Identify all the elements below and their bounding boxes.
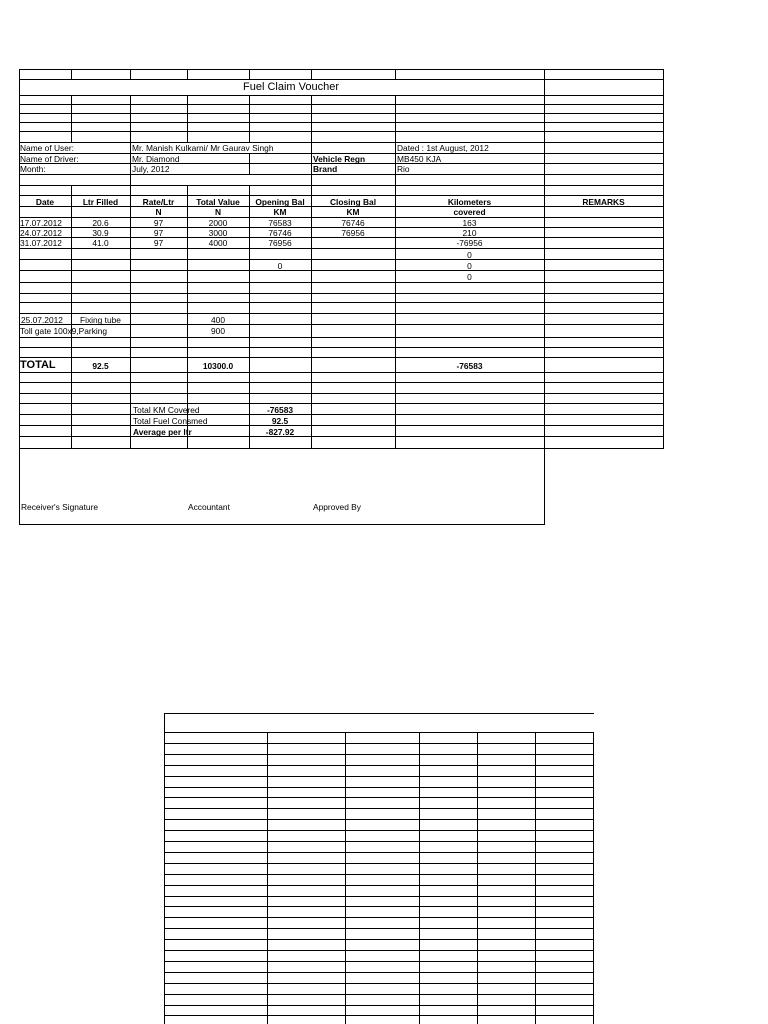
row-line	[164, 743, 594, 744]
header-kilometers-sub: covered	[453, 207, 486, 217]
column-line	[311, 69, 312, 80]
header-remarks: REMARKS	[582, 197, 625, 207]
cell-km: 163	[462, 218, 477, 228]
expense-amount: 900	[211, 326, 225, 336]
cell-rate: 97	[153, 218, 164, 228]
driver-value: Mr. Diamond	[132, 154, 180, 164]
column-line	[71, 95, 72, 143]
row-line	[164, 994, 594, 995]
expense-date: 25.07.2012	[21, 315, 63, 325]
row-line	[164, 713, 594, 714]
row-line	[164, 1015, 594, 1016]
outer-line	[663, 69, 664, 449]
row-line	[164, 765, 594, 766]
column-line	[535, 732, 536, 1024]
driver-label: Name of Driver:	[20, 154, 79, 164]
header-opening-bal: Opening Bal	[255, 197, 305, 207]
cell-opening: 76583	[268, 218, 292, 228]
total-value: 10300.0	[202, 361, 234, 371]
column-line	[311, 95, 312, 143]
row-line	[164, 983, 594, 984]
cell-ltr: 30.9	[92, 228, 109, 238]
column-line	[395, 69, 396, 80]
header-kilometers: Kilometers	[447, 197, 492, 207]
summary-avg-value: -827.92	[265, 427, 295, 437]
row-line	[164, 1005, 594, 1006]
row-line	[19, 95, 664, 96]
row-line	[19, 259, 664, 260]
voucher-title: Fuel Claim Voucher	[243, 81, 339, 93]
column-line	[130, 142, 131, 186]
brand-label: Brand	[313, 164, 338, 174]
row-line	[19, 425, 664, 426]
outer-line	[164, 713, 165, 1024]
row-line	[19, 347, 664, 348]
column-line	[130, 69, 131, 80]
row-line	[164, 917, 594, 918]
cell-km: 0	[467, 250, 472, 260]
row-line	[164, 754, 594, 755]
summary-km-label: Total KM Covered	[133, 405, 200, 415]
header-total-value: Total Value	[196, 197, 240, 207]
row-line	[19, 104, 664, 105]
row-line	[19, 337, 664, 338]
column-line	[187, 95, 188, 143]
row-line	[164, 961, 594, 962]
cell-rate: 97	[153, 238, 164, 248]
cell-km: 210	[462, 228, 477, 238]
row-line	[164, 928, 594, 929]
header-date: Date	[35, 197, 55, 207]
cell-date: 17.07.2012	[20, 218, 62, 228]
cell-opening: 76956	[268, 238, 292, 248]
user-label: Name of User:	[20, 143, 74, 153]
row-line	[19, 195, 664, 196]
cell-km: 0	[467, 272, 472, 282]
approved-by-label: Approved By	[313, 502, 361, 512]
row-line	[164, 776, 594, 777]
total-ltr: 92.5	[92, 361, 109, 371]
row-line	[19, 282, 664, 283]
row-line	[164, 808, 594, 809]
summary-fuel-label: Total Fuel Consmed	[133, 416, 208, 426]
row-line	[19, 122, 664, 123]
cell-ltr: 41.0	[92, 238, 109, 248]
row-line	[164, 950, 594, 951]
row-line	[164, 863, 594, 864]
expense-description: Toll gate 100x9,Parking	[20, 326, 108, 336]
row-line	[19, 436, 664, 437]
row-line	[164, 841, 594, 842]
total-km: -76583	[456, 361, 483, 371]
summary-fuel-value: 92.5	[271, 416, 289, 426]
header-closing-bal: Closing Bal	[329, 197, 377, 207]
column-line	[130, 95, 131, 143]
outer-line	[593, 732, 594, 1024]
row-line	[19, 372, 664, 373]
column-line	[249, 95, 250, 143]
expense-description: Fixing tube	[80, 315, 121, 325]
header-rate: Rate/Ltr	[142, 197, 175, 207]
column-line	[395, 142, 396, 186]
header-closing-unit: KM	[346, 207, 360, 217]
row-line	[19, 113, 664, 114]
cell-rate: 97	[153, 228, 164, 238]
column-line	[71, 69, 72, 80]
cell-km: -76956	[456, 238, 483, 248]
row-line	[19, 293, 664, 294]
vehicle-value: MB450 KJA	[397, 154, 442, 164]
row-line	[164, 939, 594, 940]
vehicle-label: Vehicle Regn	[313, 154, 366, 164]
column-line	[267, 732, 268, 1024]
summary-avg-label: Average per ltr	[133, 427, 192, 437]
row-line	[19, 382, 664, 383]
row-line	[164, 896, 594, 897]
column-line	[311, 142, 312, 186]
row-line	[164, 787, 594, 788]
row-line	[19, 131, 664, 132]
row-line	[19, 403, 664, 404]
receiver-signature-label: Receiver's Signature	[21, 502, 99, 512]
row-line	[19, 270, 664, 271]
row-line	[19, 69, 664, 70]
row-line	[164, 885, 594, 886]
outer-line	[19, 69, 20, 525]
cell-km: 0	[467, 261, 472, 271]
column-line	[249, 69, 250, 80]
row-line	[164, 906, 594, 907]
month-label: Month:	[20, 164, 46, 174]
row-line	[19, 393, 664, 394]
row-line	[164, 830, 594, 831]
total-label: TOTAL	[20, 359, 56, 371]
row-line	[164, 972, 594, 973]
row-line	[19, 174, 664, 175]
row-line	[164, 852, 594, 853]
column-line	[395, 95, 396, 143]
brand-value: Rio	[397, 164, 410, 174]
row-line	[19, 414, 664, 415]
row-line	[19, 313, 664, 314]
row-line	[19, 185, 664, 186]
cell-opening: 0	[277, 261, 283, 271]
column-line	[249, 153, 250, 175]
signature-bottom-line	[19, 524, 545, 525]
dated-text: Dated : 1st August, 2012	[397, 143, 489, 153]
column-line	[345, 732, 346, 1024]
user-value: Mr. Manish Kulkarni/ Mr Gaurav Singh	[132, 143, 274, 153]
cell-date: 24.07.2012	[20, 228, 62, 238]
row-line	[164, 732, 594, 733]
column-line	[187, 69, 188, 80]
accountant-label: Accountant	[188, 502, 230, 512]
cell-date: 31.07.2012	[20, 238, 62, 248]
row-line	[19, 142, 664, 143]
header-opening-unit: KM	[273, 207, 287, 217]
column-line	[477, 732, 478, 1024]
cell-opening: 76746	[268, 228, 292, 238]
cell-total: 3000	[208, 228, 228, 238]
row-line	[164, 819, 594, 820]
row-line	[19, 448, 664, 449]
cell-ltr: 20.6	[92, 218, 109, 228]
row-line	[19, 248, 664, 249]
row-line	[19, 302, 664, 303]
expense-amount: 400	[211, 315, 225, 325]
column-line	[544, 69, 545, 525]
cell-total: 4000	[208, 238, 228, 248]
row-line	[164, 797, 594, 798]
row-line	[164, 874, 594, 875]
cell-closing: 76746	[341, 218, 365, 228]
summary-km-value: -76583	[266, 405, 294, 415]
row-line	[19, 79, 664, 80]
row-line	[19, 357, 664, 358]
header-total-unit: N	[214, 207, 222, 217]
header-ltr-filled: Ltr Filled	[82, 197, 119, 207]
cell-total: 2000	[208, 218, 228, 228]
month-value: July, 2012	[132, 164, 170, 174]
column-line	[419, 732, 420, 1024]
cell-closing: 76956	[341, 228, 365, 238]
header-rate-unit: N	[155, 207, 162, 217]
